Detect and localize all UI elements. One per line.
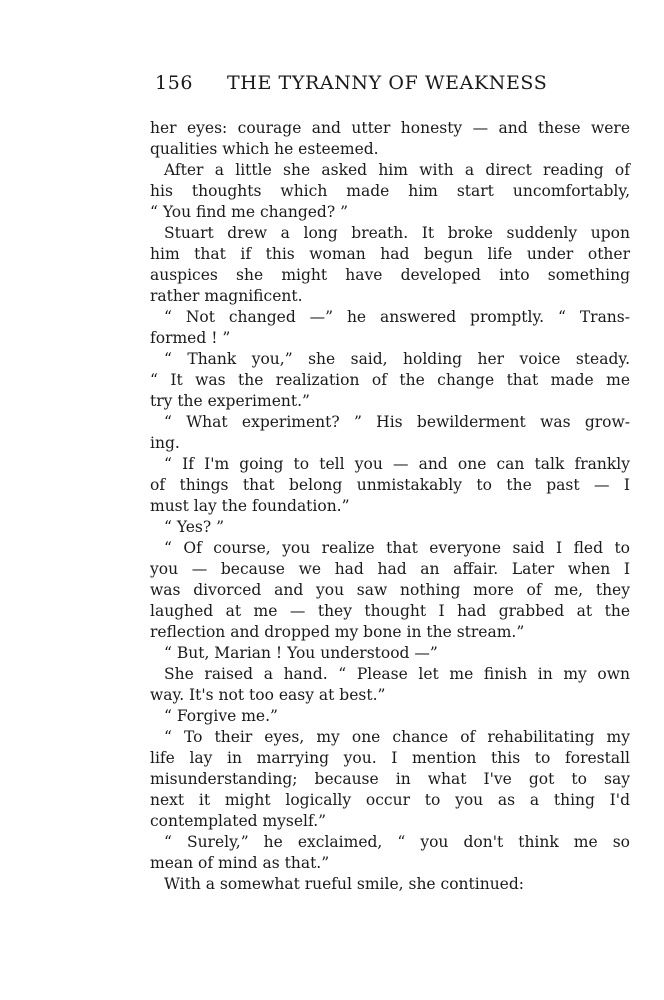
text-line: “ To their eyes, my one chance of rehabilitating my (164, 728, 630, 746)
text-line: qualities which he esteemed. (150, 140, 379, 158)
text-line: With a somewhat rueful smile, she continued: (164, 875, 524, 893)
text-line: misunderstanding; because in what I've got to say (150, 770, 630, 788)
text-line: laughed at me — they thought I had grabbed at the (150, 602, 630, 620)
text-line: was divorced and you saw nothing more of me, they (150, 581, 630, 599)
text-line: Stuart drew a long breath. It broke suddenly upon (164, 224, 630, 242)
text-line: rather magnificent. (150, 287, 303, 305)
text-line: his thoughts which made him start uncomfortably, (150, 182, 630, 200)
text-line: mean of mind as that.” (150, 854, 330, 872)
text-line: ing. (150, 434, 180, 452)
text-line: “ Thank you,” she said, holding her voice steady. (164, 350, 630, 368)
text-line: him that if this woman had begun life under other (150, 245, 630, 263)
text-line: “ Forgive me.” (164, 707, 278, 725)
text-line: formed ! ” (150, 329, 231, 347)
text-line: “ You find me changed? ” (150, 203, 349, 221)
body-text (150, 118, 630, 895)
text-line: She raised a hand. “ Please let me finish in my own (164, 665, 630, 683)
text-line: “ Of course, you realize that everyone said I fled to (164, 539, 630, 557)
text-line: “ It was the realization of the change that made me (150, 371, 630, 389)
running-title: THE TYRANNY OF WEAKNESS (227, 72, 548, 94)
text-line: “ But, Marian ! You understood —” (164, 644, 438, 662)
text-line: life lay in marrying you. I mention this to forestall (150, 749, 630, 767)
text-line: contemplated myself.” (150, 812, 327, 830)
text-line: “ Not changed —” he answered promptly. “ Trans- (164, 308, 630, 326)
text-line: you — because we had had an affair. Later when I (150, 560, 630, 578)
text-line: must lay the foundation.” (150, 497, 350, 515)
text-line: reflection and dropped my bone in the stream.” (150, 623, 525, 641)
text-line: way. It's not too easy at best.” (150, 686, 386, 704)
text-line: “ What experiment? ” His bewilderment was grow- (164, 413, 630, 431)
text-line: auspices she might have developed into something (150, 266, 630, 284)
page-number: 156 (155, 72, 194, 94)
text-line: of things that belong unmistakably to the past — I (150, 476, 630, 494)
text-line: try the experiment.” (150, 392, 310, 410)
text-line: her eyes: courage and utter honesty — and these were (150, 119, 630, 137)
text-line: After a little she asked him with a direct reading of (164, 161, 630, 179)
text-line: next it might logically occur to you as a thing I'd (150, 791, 630, 809)
text-line: “ Surely,” he exclaimed, “ you don't think me so (164, 833, 630, 851)
page-header (155, 72, 575, 102)
text-line: “ Yes? ” (164, 518, 225, 536)
text-line: “ If I'm going to tell you — and one can talk frankly (164, 455, 630, 473)
